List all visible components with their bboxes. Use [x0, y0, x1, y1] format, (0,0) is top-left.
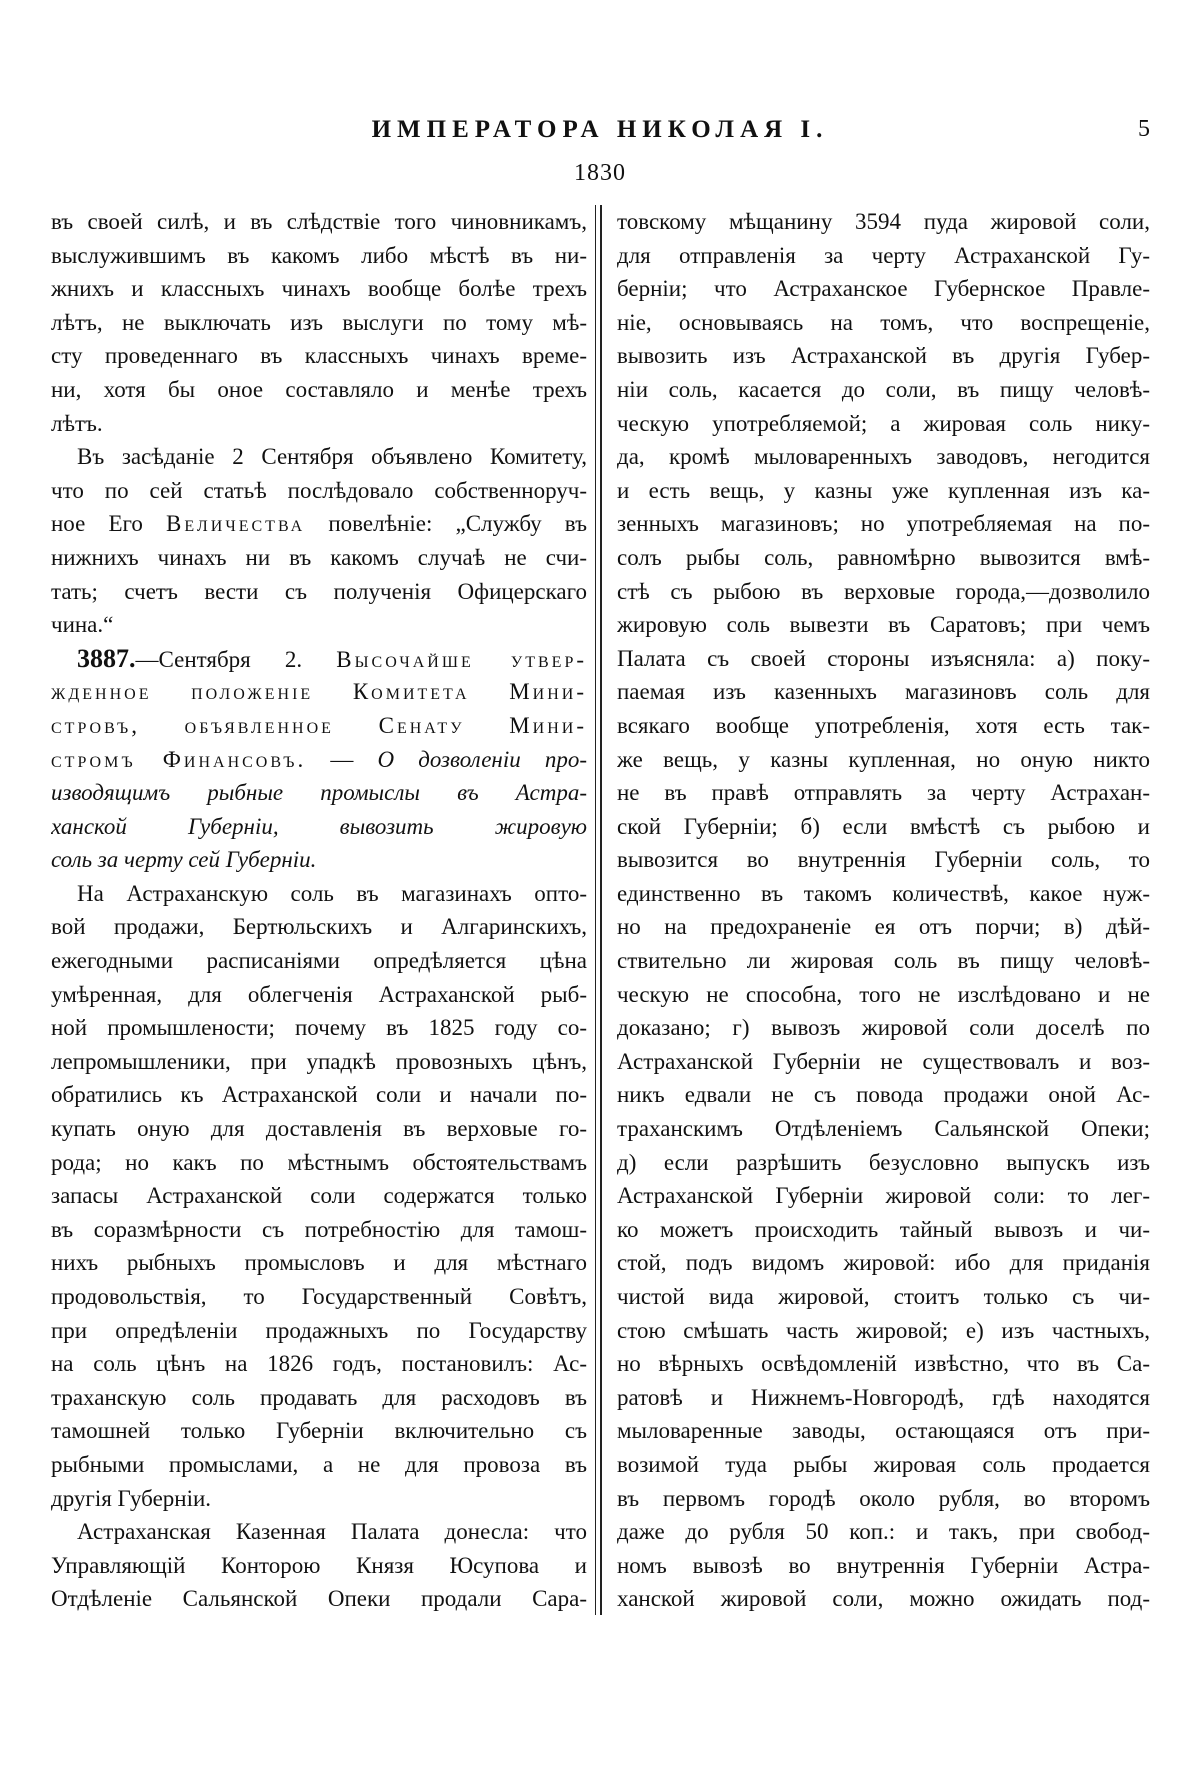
text-line: купать оную для доставленія въ верховые го- [51, 1116, 587, 1142]
text-line: ни, хотя бы оное составляло и менѣе трехъ [51, 376, 587, 402]
right-text-column [617, 205, 1150, 1616]
text-line: номъ вывозѣ во внутреннія Губерніи Астра- [617, 1552, 1150, 1578]
text-line: д) если разрѣшить безусловно выпускъ изъ [617, 1149, 1150, 1175]
text-line: траханскую соль продавать для расходовъ въ [51, 1384, 587, 1410]
text-line: для отправленія за черту Астраханской Гу- [617, 242, 1150, 268]
column-divider [600, 205, 602, 1615]
text-line: чистой вида жировой, стоитъ только съ чи- [617, 1284, 1150, 1309]
text-line [51, 843, 587, 877]
text-line: доказано; г) вывозъ жировой соли доселѣ по [617, 1015, 1150, 1041]
text-line: въ соразмѣрности съ потребностію для тамош- [51, 1216, 587, 1242]
text-line: стѣ съ рыбою въ верховые города,—дозволило [617, 578, 1150, 604]
text-line: же вещь, у казны купленная, но оную никто [617, 746, 1150, 772]
text-line: ніи соль, касается до соли, въ пищу человѣ- [617, 376, 1150, 402]
text-line: умѣренная, для облегченія Астраханской рыб- [51, 981, 587, 1007]
text-line: запасы Астраханской соли содержатся только [51, 1183, 587, 1209]
text-line: на соль цѣнъ на 1826 годъ, постановилъ: Ас- [51, 1351, 587, 1377]
column-divider [595, 205, 596, 1615]
text-line: мыловаренные заводы, остающаяся отъ при- [617, 1418, 1150, 1444]
text-line: единственно въ такомъ количествѣ, какое нуж- [617, 880, 1150, 906]
text-line: Астраханской Губерніи жировой соли: то лег- [617, 1183, 1150, 1209]
text-line: На Астраханскую соль въ магазинахъ опто- [77, 880, 587, 906]
text-line: Отдѣленіе Сальянской Опеки продали Сара- [51, 1586, 587, 1612]
text-line: въ первомъ городѣ около рубля, во второмъ [617, 1485, 1150, 1511]
text-segment: жденное положеніе Комитета Мини- [51, 679, 587, 705]
text-line: ратовѣ и Нижнемъ-Новгородѣ, гдѣ находятся [617, 1384, 1150, 1410]
text-segment: стровъ, объявленное Сенату Мини- [51, 712, 587, 738]
text-line: выслужившимъ въ какомъ либо мѣстѣ въ ни- [51, 242, 587, 268]
text-line: но вѣрныхъ освѣдомленій извѣстно, что въ Са- [617, 1351, 1150, 1377]
text-line: возимой туда рыбы жировая соль продается [617, 1451, 1150, 1477]
text-line: товскому мѣщанину 3594 пуда жировой соли, [617, 209, 1150, 234]
text-line: Управляющій Конторою Князя Юсупова и [51, 1552, 587, 1578]
text-segment: стромъ Финансовъ. [51, 746, 307, 772]
text-segment: ханской Губерніи, вывозить жировую [51, 813, 587, 839]
text-segment: Величества [166, 511, 306, 537]
text-line: никъ едвали не съ повода продажи оной Ас- [617, 1082, 1150, 1108]
text-line: вой продажи, Бертюльскихъ и Алгаринскихъ, [51, 914, 587, 940]
text-line: сту проведеннаго въ классныхъ чинахъ време- [51, 343, 587, 369]
text-line: при опредѣленіи продажныхъ по Государству [51, 1317, 587, 1343]
text-line: ніе, основываясь на томъ, что воспрещеніе, [617, 309, 1150, 335]
page-number: 5 [1138, 116, 1150, 142]
text-segment: —Сентября 2. [135, 646, 337, 672]
text-segment: повелѣніе: „Службу въ [305, 511, 587, 537]
text-segment: изводящимъ рыбные промыслы въ Астра- [51, 780, 587, 806]
text-line: ческую употребляемой; а жировая соль нику- [617, 410, 1150, 436]
text-line: и есть вещь, у казны уже купленная изъ ка- [617, 477, 1150, 503]
text-line: вывозится во внутреннія Губерніи соль, то [617, 847, 1150, 873]
running-head-title: ИМПЕРАТОРА НИКОЛАЯ I. [371, 116, 829, 143]
text-line: ко можетъ происходить тайный вывозъ и чи- [617, 1216, 1150, 1242]
text-line: Астраханской Губерніи не существовалъ и воз- [617, 1048, 1150, 1074]
text-line: ханской жировой соли, можно ожидать под- [617, 1586, 1150, 1612]
text-segment: Высочайше утвер- [336, 646, 587, 672]
text-segment: ное Его [51, 511, 167, 537]
text-line: тамошней только Губерніи включительно съ [51, 1418, 587, 1444]
text-segment: — [306, 746, 378, 772]
text-line: продовольствія, то Государственный Совѣтъ, [51, 1284, 587, 1309]
text-line: ствительно ли жировая соль въ пищу человѣ- [617, 948, 1150, 974]
text-line: стою смѣшать часть жировой; е) изъ частныхъ, [617, 1317, 1150, 1343]
text-line [51, 507, 587, 541]
text-line: Палата съ своей стороны изъясняла: а) поку- [617, 645, 1150, 671]
text-line: жировую соль вывезти въ Саратовъ; при чемъ [617, 612, 1150, 638]
text-line: траханскимъ Отдѣленіемъ Сальянской Опеки; [617, 1116, 1150, 1142]
text-line: что по сей статьѣ послѣдовало собственноруч- [51, 477, 587, 503]
text-line: да, кромѣ мыловаренныхъ заводовъ, негодится [617, 444, 1150, 470]
text-line [51, 675, 587, 709]
left-text-column [51, 205, 587, 1616]
text-line [51, 709, 587, 743]
text-line: вывозить изъ Астраханской въ другія Губер- [617, 343, 1150, 369]
text-line: берніи; что Астраханское Губернское Правле- [617, 276, 1150, 302]
text-line: ной промышлености; почему въ 1825 году со- [51, 1015, 587, 1041]
year-heading: 1830 [574, 160, 626, 186]
text-line: ческую не способна, того не изслѣдовано и не [617, 981, 1150, 1007]
text-line: лѣтъ, не выключать изъ выслуги по тому мѣ- [51, 309, 587, 335]
text-line: другія Губерніи. [51, 1485, 212, 1511]
text-line: лепромышленики, при упадкѣ провозныхъ цѣнъ, [51, 1048, 587, 1074]
text-line: солъ рыбы соль, равномѣрно вывозится вмѣ- [617, 544, 1150, 570]
text-line: даже до рубля 50 коп.: и такъ, при свобод- [617, 1519, 1150, 1545]
text-line: обратились къ Астраханской соли и начали по- [51, 1082, 587, 1108]
text-line: рыбными промыслами, а не для провоза въ [51, 1451, 587, 1477]
text-line: жнихъ и классныхъ чинахъ вообще болѣе трехъ [51, 276, 587, 302]
text-segment: 3887. [77, 643, 136, 673]
text-line: Астраханская Казенная Палата донесла: что [77, 1519, 587, 1545]
text-line: чина.“ [51, 612, 114, 638]
text-line: всякаго вообще употребленія, хотя есть так- [617, 712, 1150, 738]
text-line [51, 743, 587, 777]
text-line: Въ засѣданіе 2 Сентября объявлено Комитету, [77, 444, 587, 470]
text-segment: О дозволеніи про- [377, 746, 587, 772]
text-line [51, 642, 587, 676]
text-line [51, 810, 587, 844]
text-line: ежегодными расписаніями опредѣляется цѣна [51, 948, 587, 974]
text-line: нижнихъ чинахъ ни въ какомъ случаѣ не счи- [51, 544, 587, 570]
text-line: паемая изъ казенныхъ магазиновъ соль для [617, 679, 1150, 705]
text-line: но на предохраненіе ея отъ порчи; в) дѣй- [617, 914, 1150, 940]
text-line [51, 776, 587, 810]
text-segment: соль за черту сей Губерніи. [51, 847, 317, 873]
text-line: тать; счетъ вести съ полученія Офицерскаго [51, 578, 587, 604]
text-line: зенныхъ магазиновъ; но употребляемая на по- [617, 511, 1150, 537]
text-line: нихъ рыбныхъ промысловъ и для мѣстнаго [51, 1250, 587, 1276]
text-line: рода; но какъ по мѣстнымъ обстоятельствамъ [51, 1149, 587, 1175]
text-line: не въ правѣ отправлять за черту Астрахан- [617, 780, 1150, 806]
text-line: ской Губерніи; б) если вмѣстѣ съ рыбою и [617, 813, 1150, 839]
text-line: въ своей силѣ, и въ слѣдствіе того чиновникамъ, [51, 209, 587, 234]
text-line: лѣтъ. [51, 410, 103, 436]
text-line: стой, подъ видомъ жировой: ибо для приданія [617, 1250, 1150, 1276]
